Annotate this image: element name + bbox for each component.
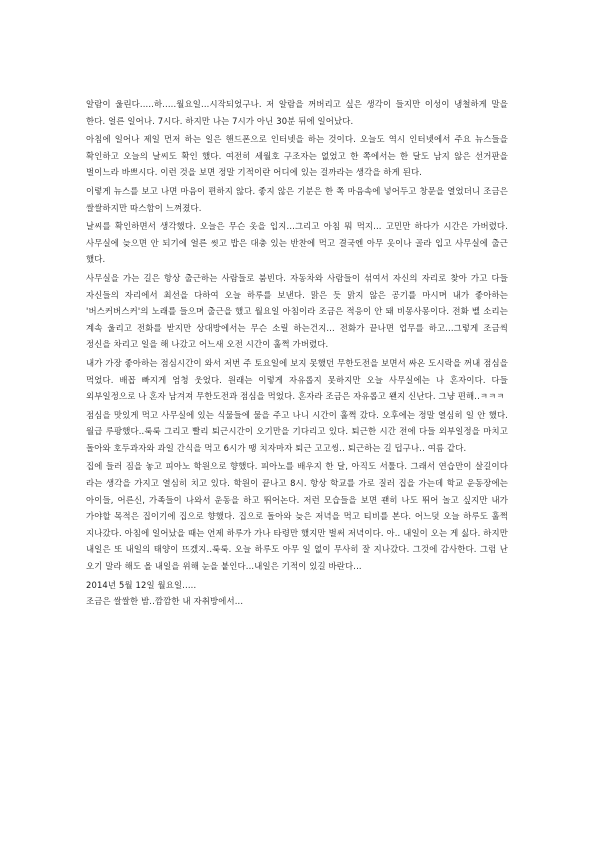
diary-page — [86, 96, 508, 610]
diary-paragraph: 집에 들러 짐을 놓고 피아노 학원으로 향했다. 피아노를 배우지 한 달, 아직도 서툴다. 그래서 연습만이 살길이다 라는 생각을 가지고 열심히 치고 있다. 학원이 끝나고 8시. 항상 학교를 가로 질러 집을 가는데 학교 운동장에는 아이들, 어른신, 가족들이 나와서 운동을 하고 뛰어논다. 저런 모습들을 보면 괜히 나도 뛰어 놀고 싶지만 내가 가야할 목적은 집이기에 집으로 향했다. 집으로 돌아와 늦은 저녁을 먹고 티비를 본다. 어느덧 오늘 하루도 훌쩍 지나갔다. 아침에 일어났을 때는 언제 하루가 가나 타령만 했지만 벌써 저녁이다. 아.. 내일이 오는 게 싫다. 하지만 내일은 또 내일의 태양이 뜨겠지..룩룩. 오늘 하루도 아무 일 없이 무사히 잘 지나갔다. 그것에 감사한다. 그럼 난 오기 말라 해도 올 내일을 위해 눈을 붙인다...내일은 기적이 있길 바란다... — [86, 461, 508, 572]
diary-paragraph: 내가 가장 좋아하는 점심시간이 와서 저번 주 토요일에 보지 못했던 무한도전을 보면서 싸온 도시락을 꺼내 점심을 먹었다. 배꼽 빠지게 엄청 웃었다. 원래는 이렇게 자유롭지 못하지만 오늘 사무실에는 나 혼자이다. 다들 외부일정으로 나 혼자 남겨져 무한도전과 점심을 먹었다. 혼자라 조금은 자유롭고 왠지 신난다. 그냥 편해..ㅋㅋㅋ — [86, 357, 508, 402]
diary-paragraph: 아침에 일어나 제일 먼저 하는 일은 핸드폰으로 인터넷을 하는 것이다. 오늘도 역시 인터넷에서 주요 뉴스들을 확인하고 오늘의 날씨도 확인 했다. 여전히 세월호 구조자는 없었고 한 쪽에서는 한 달도 남지 않은 선거판을 벌이느라 바쁘시다. 이런 것을 보면 정말 기적이란 어디에 있는 걸까라는 생각을 하게 된다. — [86, 134, 508, 178]
diary-paragraph: 알람이 울린다.....하.....월요일...시작되었구나. 저 알람을 꺼버리고 싶은 생각이 들지만 이성이 냉철하게 말을 한다. 얼른 일어나. 7시다. 하지만 나는 7시가 아닌 30분 뒤에 일어났다. — [86, 99, 508, 126]
diary-paragraph: 점심을 맛있게 먹고 사무실에 있는 식물들에 물을 주고 나니 시간이 훌쩍 갔다. 오후에는 정말 열심히 일 안 했다. 월급 루팡했다..룩룩 그리고 빨리 퇴근시간이 오기만을 기다리고 있다. 퇴근한 시간 전에 다들 외부일정을 마치고 돌아와 호두과자와 과일 간식을 먹고 6시가 땡 치자마자 퇴근 고고씽.. 퇴근하는 길 덥구나.. 여름 같다. — [86, 409, 508, 453]
diary-date: 2014년 5월 12일 월요일..... — [86, 579, 197, 590]
diary-paragraph: 이렇게 뉴스를 보고 나면 마음이 편하지 않다. 좋지 않은 기분은 한 쪽 마음속에 넣어두고 창문을 열었더니 조금은 쌀쌀하지만 따스함이 느껴졌다. — [86, 185, 508, 213]
diary-paragraph: 날씨를 확인하면서 생각했다. 오늘은 무슨 옷을 입지...그리고 아침 뭐 먹지... 고민만 하다가 시간은 가버렸다. 사무실에 늦으면 안 되기에 얼른 씻고 밥은 대충 있는 반찬에 먹고 결국엔 아무 옷이나 골라 입고 사무실에 출근 했다. — [86, 221, 508, 265]
diary-closing: 조금은 쌀쌀한 밤..깜깜한 내 자취방에서... — [86, 596, 244, 607]
diary-paragraph: 사무실을 가는 길은 항상 출근하는 사람들로 붐빈다. 자동차와 사람들이 섞여서 자신의 자리로 찾아 가고 다들 자신들의 자리에서 최선을 다하여 오늘 하루를 보낸다. 맑은 듯 맑지 않은 공기를 마시며 내가 좋아하는 '버스커버스커'의 노래를 들으며 출근을 했고 월요일 아침이라 조금은 적응이 안 돼 비몽사몽이다. 전화 벨 소리는 계속 울리고 전화를 받지만 상대방에서는 무슨 소릴 하는건지... 전화가 끝나면 업무를 하고...그렇게 조금씩 정신을 차리고 일을 해 나갔고 어느새 오전 시간이 훌쩍 가버렸다. — [86, 272, 508, 350]
